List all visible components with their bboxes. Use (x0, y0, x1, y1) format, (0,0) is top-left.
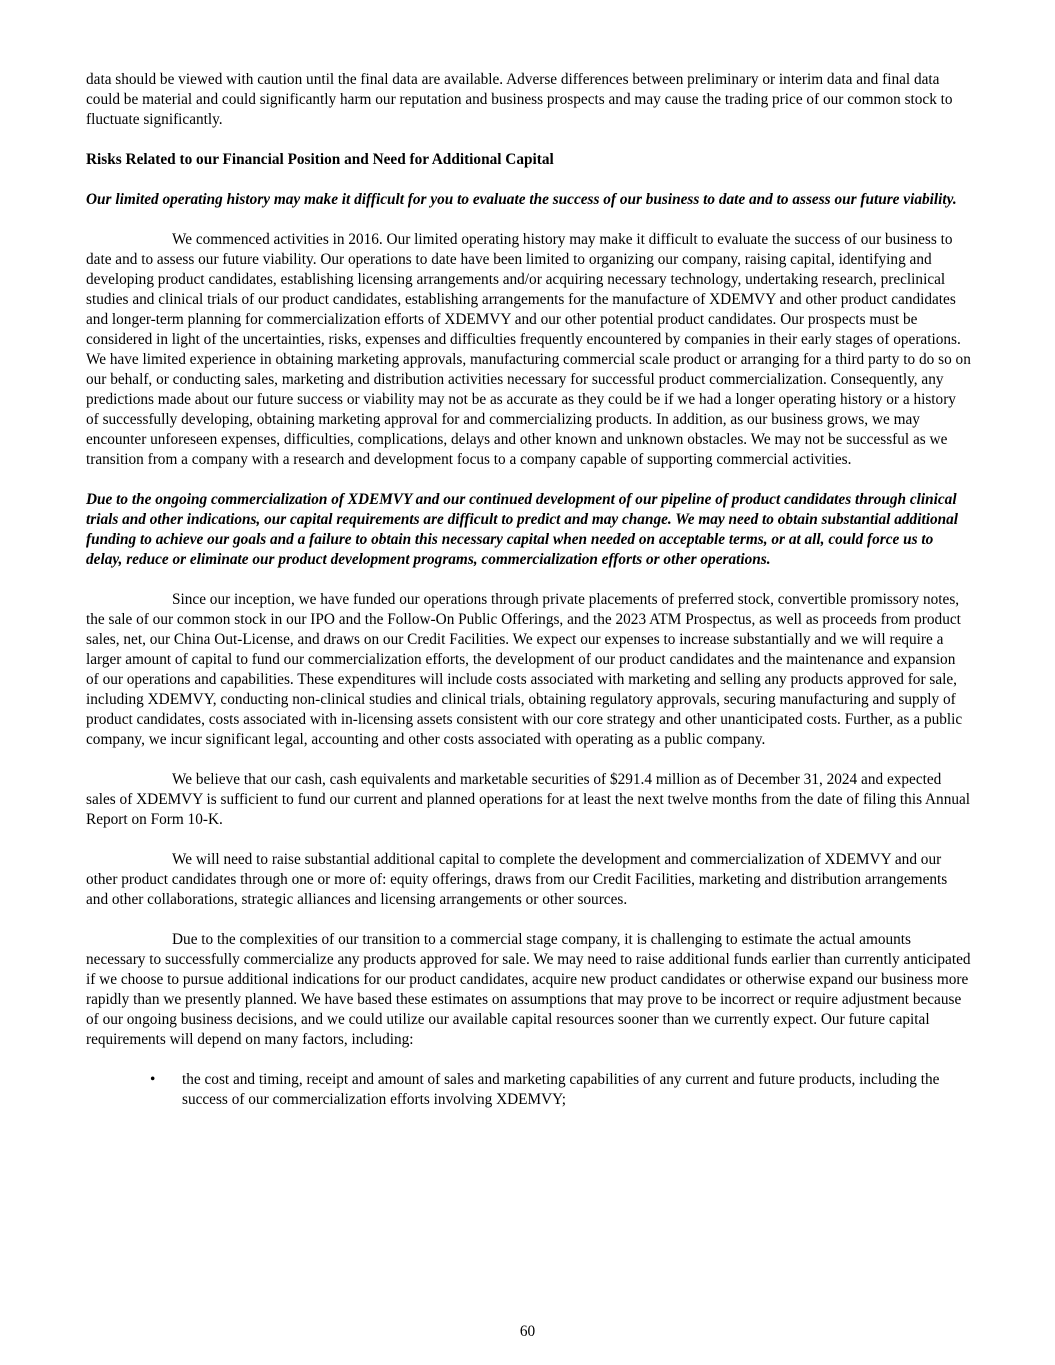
risk-factor-heading-operating-history: Our limited operating history may make it difficult for you to evaluate the success of our business to date and to assess our future viability. (86, 191, 957, 208)
list-item-text: the cost and timing, receipt and amount of sales and marketing capabilities of any current and future products, including the success of our commercialization efforts involving XDEMVY; (182, 1071, 940, 1108)
paragraph-funding-history: Since our inception, we have funded our operations through private placements of preferred stock, convertible promissory notes, the sale of our common stock in our IPO and the Follow-On Public Offerings, and the 2023 ATM Prospectus, as well as proceeds from product sales, net, our China Out-License, and draws on our Credit Facilities. We expect our expenses to increase substantially and we will require a larger amount of capital to fund our commercialization efforts, the development of our product candidates and the maintenance and expansion of our operations and capabilities. These expenditures will include costs associated with marketing and selling any products approved for sale, including XDEMVY, conducting non-clinical studies and clinical trials, obtaining regulatory approvals, securing manufacturing and supply of product candidates, costs associated with in-licensing assets consistent with our core strategy and other unanticipated costs. Further, as a public company, we incur significant legal, accounting and other costs associated with operating as a public company. (86, 591, 963, 748)
paragraph-capital-factors: Due to the complexities of our transition to a commercial stage company, it is challenging to estimate the actual amounts necessary to successfully commercialize any products approved for sale. We may need to raise additional funds earlier than currently anticipated if we choose to pursue additional indications for our product candidates, acquire new product candidates or otherwise expand our business more rapidly than we presently planned. We have based these estimates on assumptions that may prove to be incorrect or require adjustment because of our ongoing business decisions, and we could utilize our available capital resources sooner than we currently expect. Our future capital requirements will depend on many factors, including: (86, 931, 971, 1048)
paragraph-cash-position: We believe that our cash, cash equivalents and marketable securities of $291.4 million as of December 31, 2024 and expected sales of XDEMVY is sufficient to fund our current and planned operations for at least the next twelve months from the date of filing this Annual Report on Form 10-K. (86, 771, 971, 828)
document-page (86, 70, 971, 1110)
continued-paragraph: data should be viewed with caution until the final data are available. Adverse differences between preliminary or interim data and final data could be material and could significantly harm our reputation and business prospects and may cause the trading price of our common stock to fluctuate significantly. (86, 71, 953, 128)
list-item (86, 1070, 971, 1110)
risk-factor-heading-capital-requirements: Due to the ongoing commercialization of XDEMVY and our continued development of our pipeline of product candidates through clinical trials and other indications, our capital requirements are difficult to predict and may change. We may need to obtain substantial additional funding to achieve our goals and a failure to obtain this necessary capital when needed on acceptable terms, or at all, could force us to delay, reduce or eliminate our product development programs, commercialization efforts or other operations. (86, 491, 958, 568)
section-heading: Risks Related to our Financial Position and Need for Additional Capital (86, 151, 554, 168)
bullet-marker: • (150, 1071, 156, 1088)
page-number: 60 (519, 1323, 536, 1340)
paragraph-raise-capital: We will need to raise substantial additional capital to complete the development and commercialization of XDEMVY and our other product candidates through one or more of: equity offerings, draws from our Credit Facilities, marketing and distribution arrangements and other collaborations, strategic alliances and licensing arrangements or other sources. (86, 851, 948, 908)
paragraph-operating-history: We commenced activities in 2016. Our limited operating history may make it difficult to evaluate the success of our business to date and to assess our future viability. Our operations to date have been limited to organizing our company, raising capital, identifying and developing product candidates, establishing licensing arrangements and/or acquiring necessary technology, undertaking research, preclinical studies and clinical trials of our product candidates, establishing arrangements for the manufacture of XDEMVY and other product candidates and longer-term planning for commercialization efforts of XDEMVY and our other potential product candidates. Our prospects must be considered in light of the uncertainties, risks, expenses and difficulties frequently encountered by companies in their early stages of operations. We have limited experience in obtaining marketing approvals, manufacturing commercial scale product or arranging for a third party to do so on our behalf, or conducting sales, marketing and distribution activities necessary for successful product commercialization. Consequently, any predictions made about our future success or viability may not be as accurate as they could be if we had a longer operating history or a history of successfully developing, obtaining marketing approval for and commercializing products. In addition, as our business grows, we may encounter unforeseen expenses, difficulties, complications, delays and other known and unknown obstacles. We may not be successful as we transition from a company with a research and development focus to a company capable of supporting commercial activities. (86, 231, 971, 468)
